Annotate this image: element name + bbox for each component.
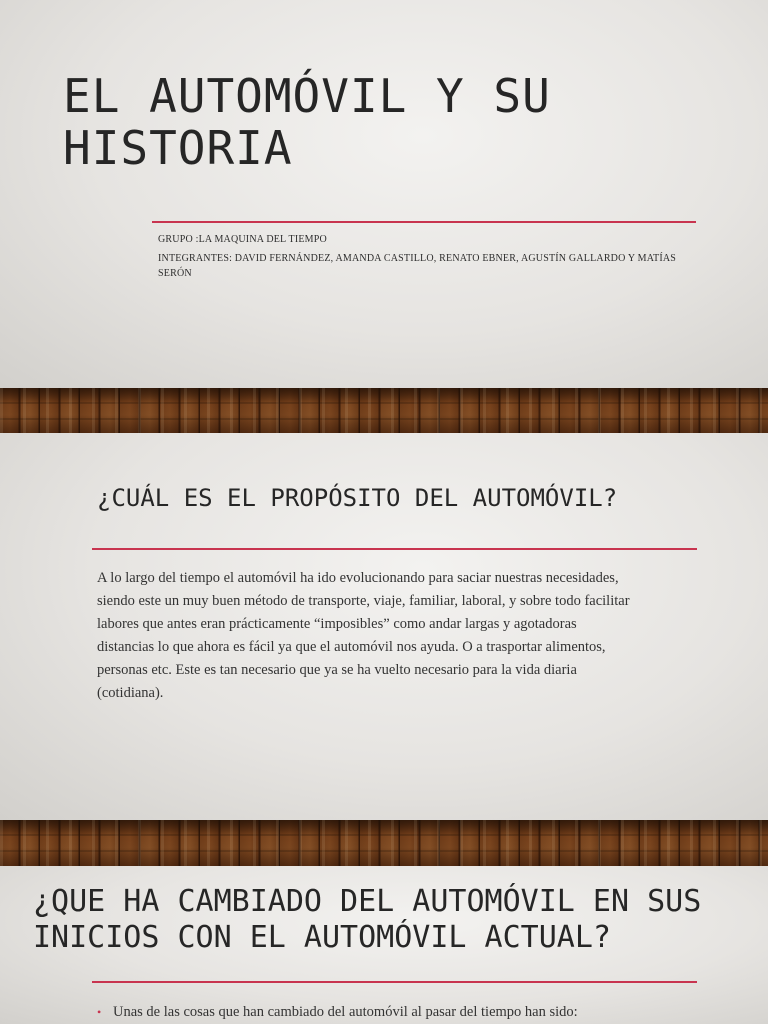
- members-line-2: SERÓN: [158, 268, 192, 279]
- paragraph-line: A lo largo del tiempo el automóvil ha ido evolucionando para saciar nuestras necesidades,: [97, 570, 619, 586]
- slide-3-title: [33, 884, 701, 956]
- wood-floor-1: [0, 388, 768, 433]
- paragraph-line: (cotidiana).: [97, 685, 164, 701]
- purpose-paragraph: [97, 567, 697, 705]
- bullet-icon: •: [97, 1005, 102, 1019]
- paragraph-line: personas etc. Este es tan necesario que ya se ha vuelto necesario para la vida diaria: [97, 662, 577, 678]
- slide-1-title-line-1: EL AUTOMÓVIL Y SU: [63, 69, 551, 123]
- slide-3-divider: [92, 981, 697, 983]
- bullet-text: Unas de las cosas que han cambiado del automóvil al pasar del tiempo han sido:: [113, 1004, 578, 1020]
- slide-1-divider: [152, 221, 696, 223]
- slide-3-title-line-2: INICIOS CON EL AUTOMÓVIL ACTUAL?: [33, 920, 611, 955]
- slide-1-title-line-2: HISTORIA: [63, 121, 293, 175]
- paragraph-line: distancias lo que ahora es fácil ya que el automóvil nos ayuda. O a trasportar alimentos,: [97, 639, 606, 655]
- wood-floor-2: [0, 820, 768, 866]
- slide-2: [0, 433, 768, 820]
- slide-3: [0, 866, 768, 1024]
- paragraph-line: siendo este un muy buen método de transporte, viaje, familiar, laboral, y sobre todo facilitar: [97, 593, 630, 609]
- slide-1: [0, 0, 768, 388]
- slide-2-divider: [92, 548, 697, 550]
- members-line-1: INTEGRANTES: DAVID FERNÁNDEZ, AMANDA CASTILLO, RENATO EBNER, AGUSTÍN GALLARDO Y MATÍAS: [158, 253, 677, 264]
- slide-2-title: ¿CUÁL ES EL PROPÓSITO DEL AUTOMÓVIL?: [97, 484, 618, 512]
- slide-3-title-line-1: ¿QUE HA CAMBIADO DEL AUTOMÓVIL EN SUS: [33, 884, 702, 919]
- paragraph-line: labores que antes eran prácticamente “imposibles” como andar largas y agotadoras: [97, 616, 577, 632]
- list-item: [97, 1002, 578, 1022]
- group-name: GRUPO :LA MAQUINA DEL TIEMPO: [158, 234, 327, 245]
- slide-1-title: [63, 70, 551, 174]
